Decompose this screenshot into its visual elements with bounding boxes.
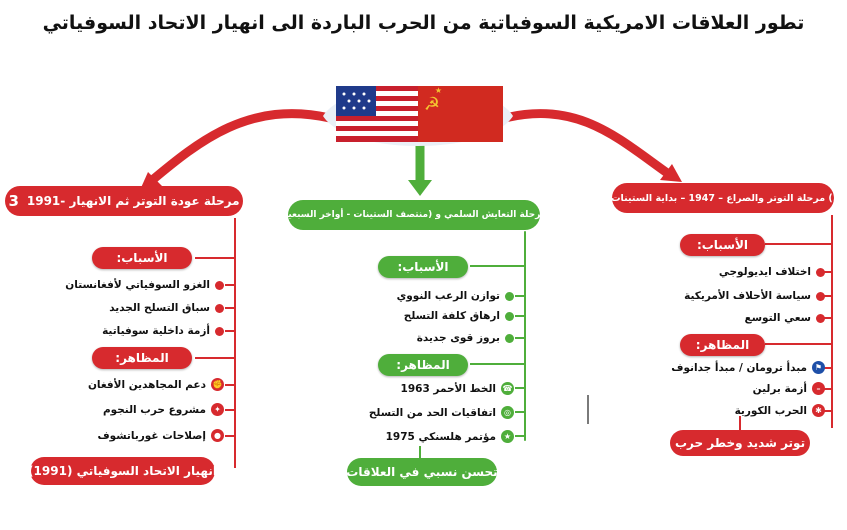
arrow-head-phase2 (408, 180, 432, 196)
arrow-to-phase3 (150, 114, 330, 182)
phase2-manifest-2 (369, 406, 514, 419)
phase2-manifest-3-text: مؤتمر هلسنكي 1975 (385, 430, 496, 443)
phase1-manifest-label: المظاهر: (680, 334, 765, 356)
bullet-icon (505, 334, 514, 343)
phase2-manifest-1-text: الخط الأحمر 1963 (400, 382, 496, 395)
phase2-cause-3-text: بروز قوى جديدة (416, 332, 500, 344)
phase1-manifest-1 (671, 361, 825, 374)
phase3-manifest-1-text: دعم المجاهدين الأفغان (87, 378, 206, 391)
phase1-manifest-3-text: الحرب الكورية (734, 404, 807, 417)
phase3-manifest-3-text: إصلاحات غورباتشوف (97, 429, 206, 442)
phase1-cause-3-text: سعي التوسع (744, 312, 811, 324)
phase3-cause-1-text: الغزو السوفياتي لأفغانستان (65, 279, 210, 291)
phase2-cause-1-text: توازن الرعب النووي (396, 290, 500, 302)
phase1-manifest-1-text: مبدأ ترومان / مبدأ جدانوف (671, 361, 807, 374)
phase3-cause-1 (65, 279, 224, 291)
globe-icon: ◎ (501, 406, 514, 419)
phase3-causes-label: الأسباب: (92, 247, 192, 269)
ussr-flag-icon (418, 86, 503, 142)
arrow-to-phase1 (505, 114, 670, 175)
phase3-header (5, 186, 243, 216)
war-icon: ✱ (812, 404, 825, 417)
phase1-cause-1 (719, 266, 825, 278)
flags-illustration (318, 76, 518, 154)
phase2-header: 2) مرحلة التعايش السلمي و (منتصف الستينات - أواخر السبعينات) (288, 200, 540, 230)
person-icon: ● (211, 429, 224, 442)
doctrine-icon: ⚑ (812, 361, 825, 374)
phone-icon: ☎ (502, 384, 513, 393)
phase3-manifest-label: المظاهر: (92, 347, 192, 369)
phase3-cause-2-text: سباق التسلح الجديد (109, 302, 210, 314)
phase1-cause-1-text: اختلاف ايديولوجي (718, 266, 811, 278)
phase1-causes-label: الأسباب: (680, 234, 765, 256)
phase3-manifest-1 (88, 378, 224, 391)
page-title: تطور العلاقات الامريكية السوفياتية من الحرب الباردة الى انهيار الاتحاد السوفياتي (42, 12, 805, 34)
bullet-icon (816, 268, 825, 277)
bullet-icon (505, 312, 514, 321)
bullet-icon (215, 327, 224, 336)
phase3-manifest-2 (103, 403, 224, 416)
bullet-icon (505, 292, 514, 301)
phase2-cause-2 (404, 310, 514, 322)
phase2-manifest-3 (386, 430, 514, 443)
phase2-result: تحسن نسبي في العلاقات (347, 458, 497, 486)
phase3-header-text: مرحلة عودة التوتر ثم الانهيار -1991 (26, 194, 240, 208)
phase1-result: توتر شديد وخطر حرب (670, 430, 810, 456)
phase3-manifest-2-text: مشروع حرب النجوم (102, 403, 206, 416)
phase3-cause-3-text: أزمة داخلية سوفياتية (102, 325, 210, 337)
phase2-causes-label: الأسباب: (378, 256, 468, 278)
phase1-cause-3 (745, 312, 825, 324)
phase2-manifest-1 (401, 382, 514, 395)
phase1-header: 1) مرحلة التوتر والصراع – 1947 – بداية الستينات) (612, 183, 834, 213)
star-icon: ★ (501, 430, 514, 443)
phase1-manifest-2-text: أزمة برلين (752, 382, 807, 395)
phase2-manifest-2-text: اتفاقيات الحد من التسلح (368, 406, 496, 419)
phase1-cause-2 (684, 290, 825, 302)
phase2-cause-1 (397, 290, 514, 302)
phase1-manifest-3 (735, 404, 825, 417)
support-icon: ✊ (212, 380, 223, 389)
bullet-icon (816, 292, 825, 301)
svg-text:★: ★ (434, 86, 442, 95)
phase2-cause-3 (417, 332, 514, 344)
phase3-manifest-3 (97, 429, 224, 442)
phase3-number: 3 (8, 192, 19, 210)
svg-text:☭: ☭ (423, 94, 440, 115)
bullet-icon (215, 281, 224, 290)
phase2-cause-2-text: ارهاق كلفة التسلح (403, 310, 500, 322)
phase3-cause-3 (102, 325, 224, 337)
phase2-manifest-label: المظاهر: (378, 354, 468, 376)
phase1-cause-2-text: سياسة الأحلاف الأمريكية (684, 290, 811, 302)
crisis-icon: – (812, 382, 825, 395)
phase3-cause-2 (109, 302, 224, 314)
usa-flag-icon (336, 86, 426, 142)
phase1-manifest-2 (753, 382, 825, 395)
phase3-result: انهيار الاتحاد السوفياتي (1991) (30, 457, 215, 485)
bullet-icon (215, 304, 224, 313)
star-wars-icon: ✦ (211, 403, 224, 416)
bullet-icon (816, 314, 825, 323)
